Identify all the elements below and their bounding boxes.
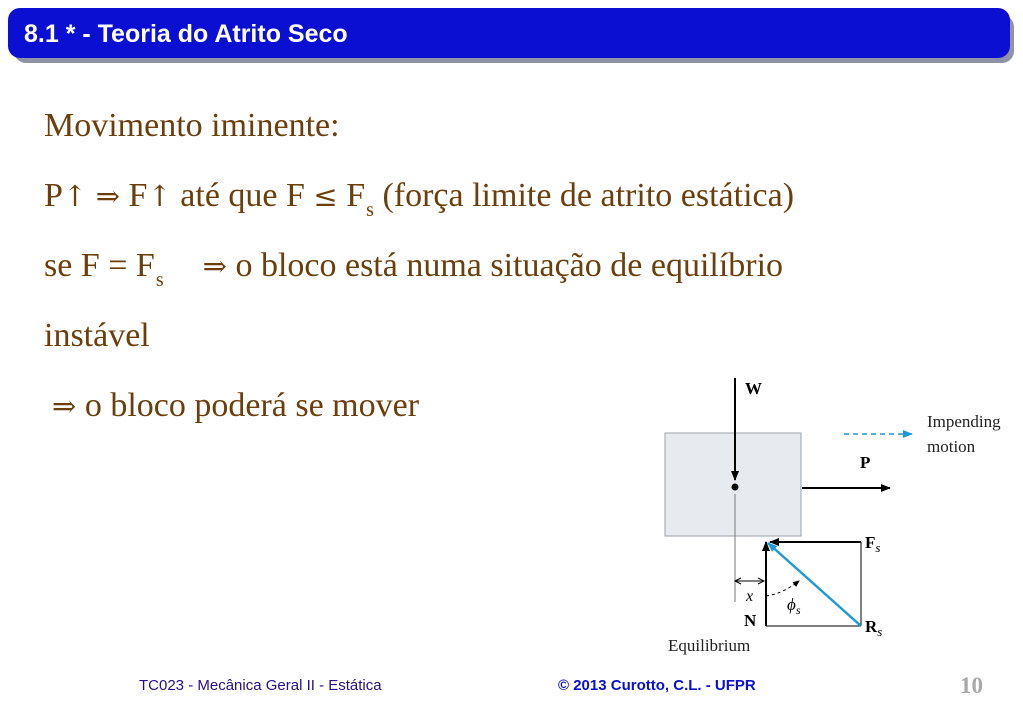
center-of-gravity (732, 484, 739, 491)
n-label: N (744, 611, 757, 630)
slide-title: 8.1 * - Teoria do Atrito Seco (24, 20, 348, 48)
line-bloco-podera-mover (52, 386, 419, 426)
phi-angle-arc (766, 581, 799, 596)
x-label: x (746, 588, 754, 605)
line-movimento-iminente: Movimento iminente: (44, 107, 340, 144)
phi-label (787, 595, 801, 617)
less-equal-icon: ≤ (313, 179, 338, 213)
implies-icon: ⇒ (95, 179, 121, 213)
line-p-implies-f (44, 176, 794, 220)
footer-course: TC023 - Mecânica Geral II - Estática (139, 677, 382, 694)
fs-label-letter: F (865, 533, 876, 552)
equilibrium-caption: Equilibrium (668, 636, 751, 655)
fs-label (865, 533, 880, 555)
implies-icon: ⇒ (52, 389, 77, 423)
equilibrio-text: o bloco está numa situação de equilíbrio (235, 247, 784, 284)
up-arrow-icon: ↑ (62, 179, 88, 213)
rs-label (865, 617, 882, 639)
motion-label: motion (927, 437, 976, 456)
phi-label-sub: s (795, 603, 801, 617)
implies-icon: ⇒ (202, 249, 227, 283)
up-arrow-icon: ↑ (147, 179, 172, 213)
bloco-mover-text: o bloco poderá se mover (84, 387, 420, 424)
se-f-text: se F = F (44, 247, 155, 284)
impending-label: Impending (927, 412, 1001, 431)
rs-label-sub: s (877, 624, 883, 639)
ate-que-text: até que F (180, 177, 305, 214)
resultant-force-arrow (768, 543, 861, 626)
forca-limite-text: (força limite de atrito estática) (382, 177, 795, 214)
fs-label-sub: s (875, 540, 881, 555)
p-symbol: P (44, 177, 63, 214)
footer-copyright: © 2013 Curotto, C.L. - UFPR (558, 677, 756, 694)
fs-subscript: s (155, 269, 164, 291)
page-number: 10 (960, 673, 983, 698)
f-symbol: F (128, 177, 148, 214)
fs-symbol: F (346, 177, 366, 214)
p-label: P (860, 453, 871, 472)
phi-label-letter: ϕ (787, 595, 796, 614)
w-label: W (745, 379, 762, 398)
line-se-f-igual-fs (44, 246, 783, 290)
rs-label-letter: R (865, 617, 878, 636)
friction-diagram (662, 370, 1023, 660)
line-instavel: instável (44, 317, 150, 354)
fs-subscript: s (366, 199, 374, 221)
